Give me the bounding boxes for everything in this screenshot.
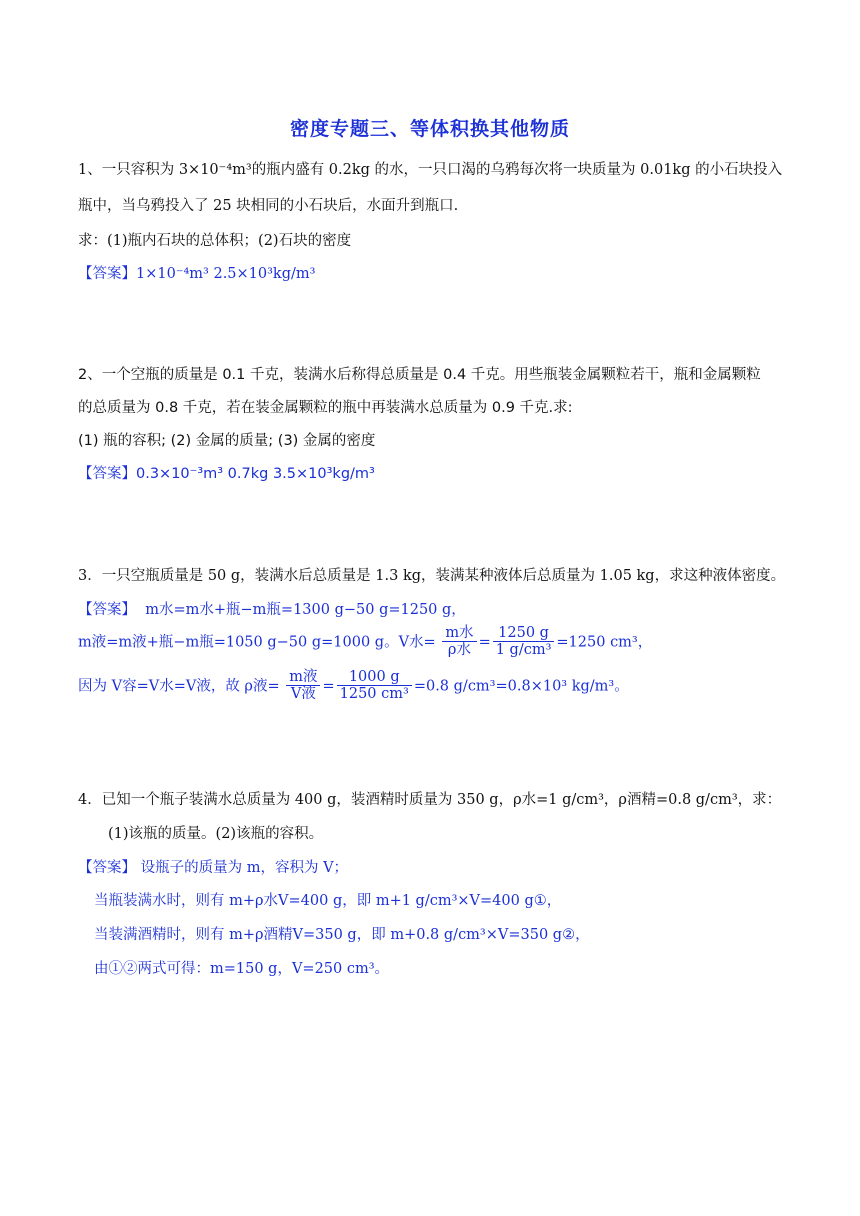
fraction-numerator: 1250 g — [493, 626, 555, 642]
fraction-denominator: ρ水 — [447, 642, 471, 658]
fraction-numerator: m液 — [286, 670, 320, 686]
q2-answer-text: 0.3×10⁻³m³ 0.7kg 3.5×10³kg/m³ — [136, 466, 375, 482]
equals-sign: = — [322, 678, 335, 695]
q3-answer-line-3 — [78, 670, 629, 703]
q4-answer-line-1: 当瓶装满水时，则有 m+ρ水V=400 g，即 m+1 g/cm³×V=400 g①， — [94, 893, 562, 909]
q3-answer-line-2 — [78, 626, 652, 659]
q2-line-3: (1) 瓶的容积; (2) 金属的质量; (3) 金属的密度 — [78, 433, 376, 449]
q3-answer-3-post: =0.8 g/cm³=0.8×10³ kg/m³。 — [413, 678, 629, 695]
q1-line-1: 1、一只容积为 3×10⁻⁴m³的瓶内盛有 0.2kg 的水，一只口渴的乌鸦每次将一块质量为 0.01kg 的小石块投入 — [78, 162, 783, 178]
q4-line-1: 4．已知一个瓶子装满水总质量为 400 g，装酒精时质量为 350 g，ρ水=1 g/cm³，ρ酒精=0.8 g/cm³，求： — [78, 792, 782, 808]
equals-sign: = — [478, 634, 491, 651]
q3-answer-2-post: =1250 cm³， — [556, 634, 653, 651]
q2-line-2: 的总质量为 0.8 千克，若在装金属颗粒的瓶中再装满水总质量为 0.9 千克.求: — [78, 400, 573, 416]
fraction-denominator: V液 — [290, 686, 316, 702]
fraction — [337, 670, 412, 703]
fraction — [493, 626, 555, 659]
q1-line-3: 求：(1)瓶内石块的总体积；(2)石块的密度 — [78, 233, 352, 249]
page-title: 密度专题三、等体积换其他物质 — [289, 118, 570, 140]
q4-line-2: (1)该瓶的质量。(2)该瓶的容积。 — [108, 826, 324, 842]
answer-tag: 【答案】 — [78, 602, 136, 618]
q1-line-2: 瓶中，当乌鸦投入了 25 块相同的小石块后，水面升到瓶口. — [78, 198, 459, 214]
q3-answer-1: m水=m水+瓶−m瓶=1300 g−50 g=1250 g， — [145, 602, 466, 618]
fraction-denominator: 1250 cm³ — [339, 686, 409, 702]
answer-tag: 【答案】 — [78, 860, 136, 876]
q4-answer — [78, 856, 348, 877]
q2-line-1: 2、一个空瓶的质量是 0.1 千克，装满水后称得总质量是 0.4 千克。用些瓶装金属颗粒若干，瓶和金属颗粒 — [78, 367, 761, 383]
fraction-numerator: m水 — [442, 626, 476, 642]
answer-tag: 【答案】 — [78, 266, 136, 282]
answer-tag: 【答案】 — [78, 466, 136, 482]
q3-line-1: 3．一只空瓶质量是 50 g，装满水后总质量是 1.3 kg，装满某种液体后总质量为 1.05 kg，求这种液体密度。 — [78, 568, 786, 584]
q3-answer-2-pre: m液=m液+瓶−m瓶=1050 g−50 g=1000 g。V水= — [78, 634, 436, 651]
q3-answer-line-1 — [78, 598, 466, 619]
fraction-denominator: 1 g/cm³ — [495, 642, 552, 658]
fraction — [442, 626, 476, 659]
q2-answer — [78, 462, 375, 483]
q4-answer-text: 设瓶子的质量为 m，容积为 V； — [136, 860, 349, 876]
q4-answer-line-3: 由①②两式可得：m=150 g，V=250 cm³。 — [94, 961, 390, 977]
fraction-numerator: 1000 g — [337, 670, 412, 686]
q1-answer-text: 1×10⁻⁴m³ 2.5×10³kg/m³ — [136, 266, 316, 282]
fraction — [286, 670, 320, 703]
q1-answer — [78, 262, 315, 283]
q3-answer-3-pre: 因为 V容=V水=V液，故 ρ液= — [78, 678, 280, 695]
q4-answer-line-2: 当装满酒精时，则有 m+ρ酒精V=350 g，即 m+0.8 g/cm³×V=350 g②， — [94, 927, 590, 943]
